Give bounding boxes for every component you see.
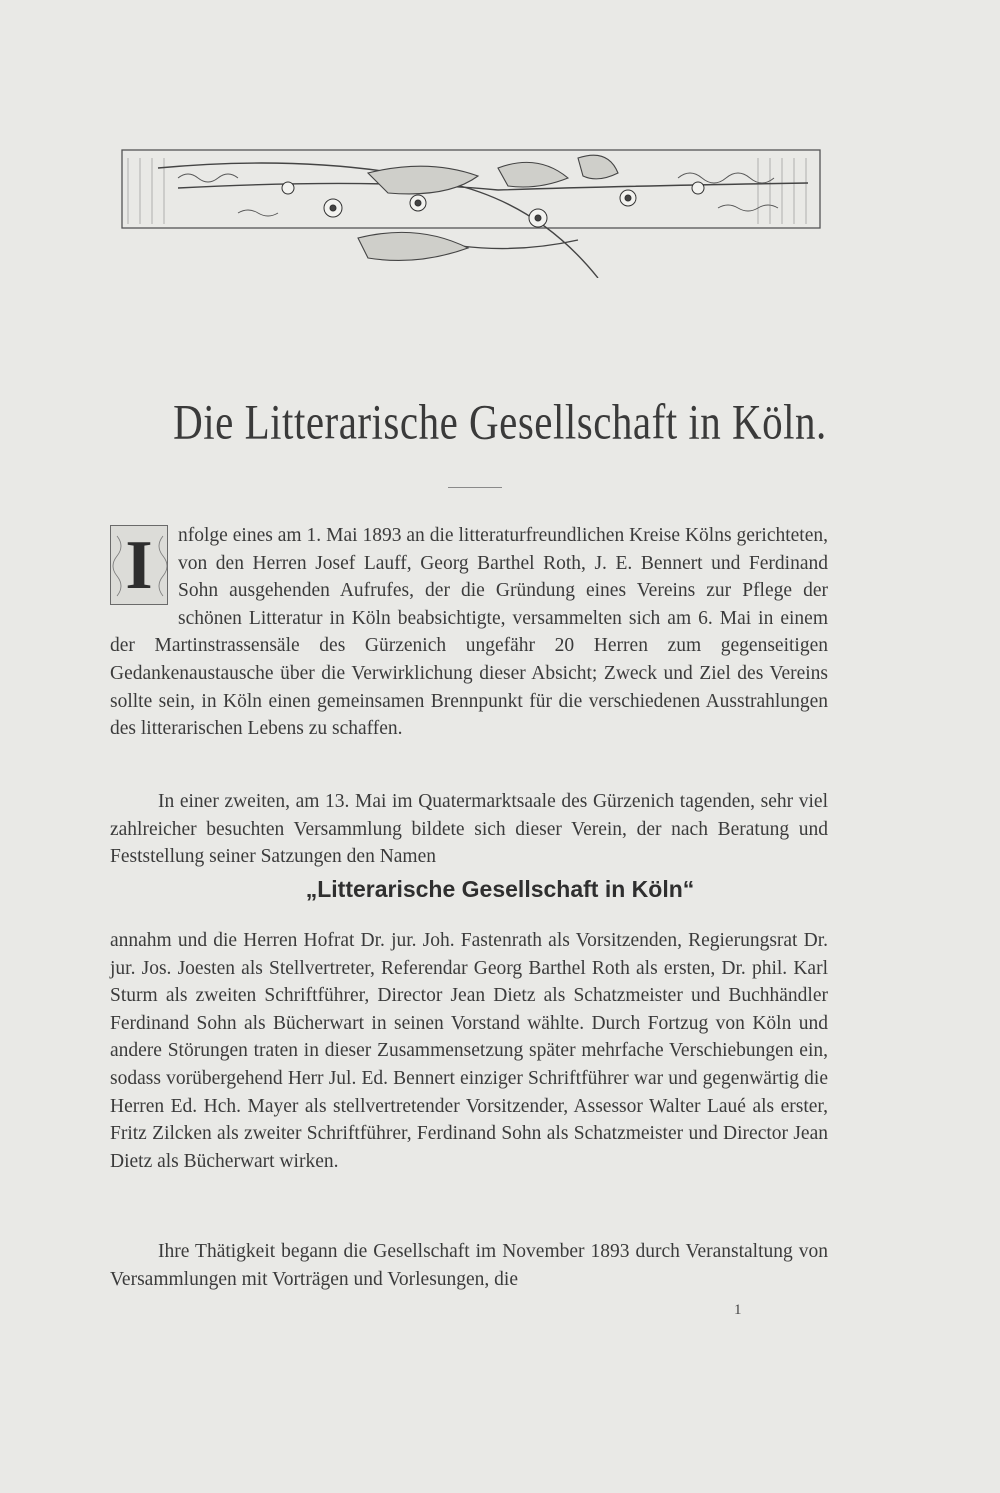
paragraph-3 <box>110 927 828 1175</box>
page-number: 1 <box>734 1302 742 1318</box>
society-name-heading: „Litterarische Gesellschaft in Köln“ <box>305 876 695 902</box>
paragraph-3-text: annahm und die Herren Hofrat Dr. jur. Joh. Fastenrath als Vorsitzenden, Regierungsrat Dr. jur. Jos. Joesten als Stellvertreter, Referendar Georg Barthel Roth als ersten, Dr. phil. Karl Sturm als zweiten Schriftführer, Director Jean Dietz als Schatzmeister und Buchhändler Ferdinand Sohn als Bücherwart in seinen Vorstand wählte. Durch Fortzug von Köln und andere Störungen traten in dieser Zusammensetzung später mehrfache Verschiebungen ein, sodass vorübergehend Herr Jul. Ed. Bennert einziger Schriftführer war und gegenwärtig die Herren Ed. Hch. Mayer als stellvertretender Vorsitzender, Assessor Walter Laué als erster, Fritz Zilcken als zweiter Schriftführer, Ferdinand Sohn als Schatzmeister und Director Jean Dietz als Bücherwart wirken. <box>110 930 828 1172</box>
paragraph-4-text: Ihre Thätigkeit begann die Gesellschaft im November 1893 durch Veranstaltung von Versammlungen mit Vorträgen und Vorlesungen, die <box>110 1241 828 1290</box>
decorated-initial <box>110 525 168 605</box>
paragraph-2-text: In einer zweiten, am 13. Mai im Quatermarktsaale des Gürzenich tagenden, sehr viel zahlreicher besuchten Versammlung bildete sich dieser Verein, der nach Beratung und Feststellung seiner Satzungen den Namen <box>110 791 828 868</box>
paragraph-2 <box>110 788 828 871</box>
paragraph-1 <box>110 522 828 743</box>
initial-letter: I <box>125 527 153 604</box>
paragraph-1-text: nfolge eines am 1. Mai 1893 an die litteraturfreundlichen Kreise Kölns gerichteten, von den Herren Josef Lauff, Georg Barthel Roth, J. E. Bennert und Ferdinand Sohn ausgehenden Aufrufes, der die Gründung eines Vereins zur Pflege der schönen Litteratur in Köln beabsichtigte, versammelten sich am 6. Mai in einem der Martinstrassensäle des Gürzenich ungefähr 20 Herren zum gegenseitigen Gedankenaustausche über die Verwirklichung dieser Absicht; Zweck und Ziel des Vereins sollte sein, in Köln einen gemeinsamen Brennpunkt für die verschiedenen Ausstrahlungen des litterarischen Lebens zu schaffen. <box>110 525 828 740</box>
paragraph-4 <box>110 1238 828 1293</box>
title-divider <box>448 487 502 488</box>
page-title: Die Litterarische Gesellschaft in Köln. <box>173 393 827 450</box>
floral-vignette-illustration <box>118 128 826 278</box>
